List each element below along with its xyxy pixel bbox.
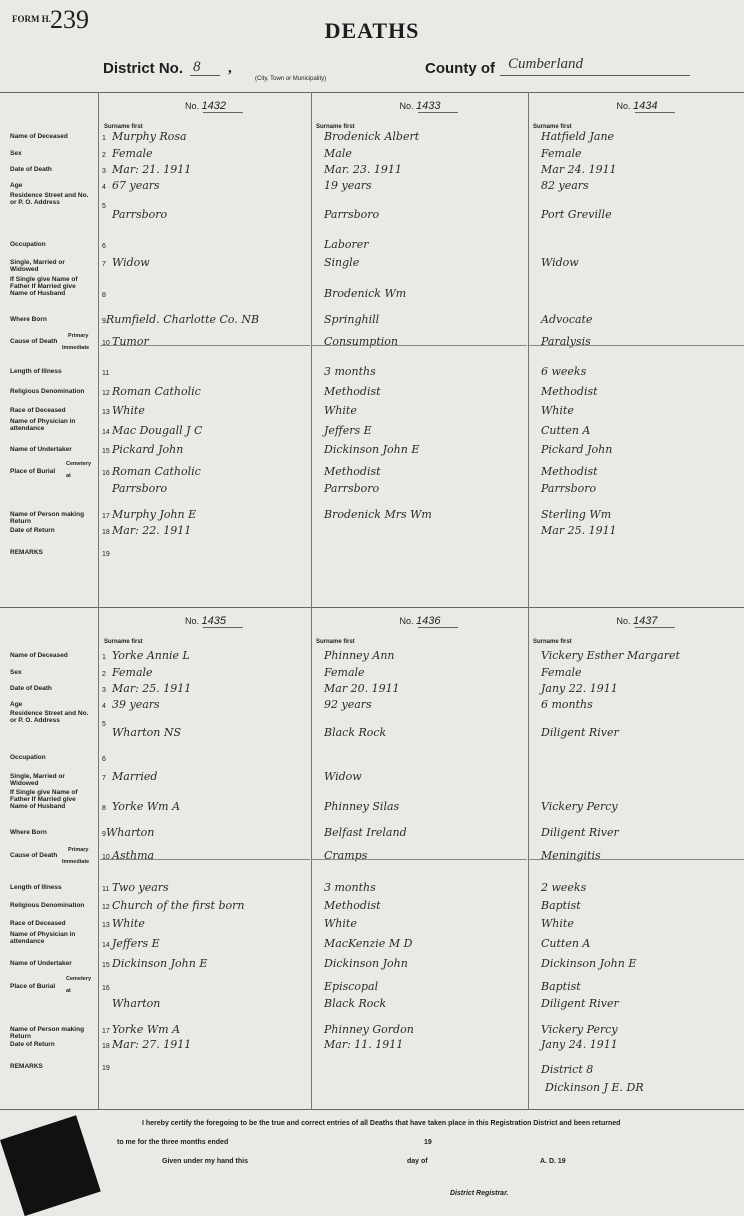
field-name: Hatfield Jane — [541, 130, 615, 143]
field-residence: Parrsboro — [112, 208, 168, 221]
entry-number-underline — [418, 627, 458, 628]
field-burial-cemetery: Baptist — [541, 980, 581, 993]
field-name: Yorke Annie L — [112, 649, 190, 662]
field-occupation: Laborer — [324, 238, 369, 251]
cause-of-death-rule — [529, 345, 744, 346]
field-undertaker: Pickard John — [541, 443, 613, 456]
row-number: 11 — [102, 886, 110, 893]
row-label: Cause of Death — [10, 338, 58, 345]
field-burial-cemetery: Episcopal — [324, 980, 379, 993]
field-burial-at: Parrsboro — [324, 482, 380, 495]
row-number: 10 — [102, 854, 110, 861]
form-number: FORM H. — [12, 14, 51, 24]
field-cause-primary: Tumor — [112, 335, 149, 348]
row-label-primary: Primary — [68, 847, 89, 853]
row-label: Residence Street and No. or P. O. Address — [10, 192, 89, 206]
entry-number-bottom: No. 1435 — [185, 615, 226, 627]
cause-of-death-rule — [100, 859, 310, 860]
field-sex: Female — [541, 666, 582, 679]
field-race: White — [324, 404, 357, 417]
section-top-rule — [0, 92, 744, 93]
field-where-born: Rumfield. Charlotte Co. NB — [106, 313, 260, 326]
field-sex: Female — [112, 666, 153, 679]
field-race: White — [112, 404, 145, 417]
entry-number-underline — [203, 627, 243, 628]
field-marital: Widow — [112, 256, 150, 269]
surname-first-header: Surname first — [316, 639, 355, 645]
field-return-by: Sterling Wm — [541, 508, 612, 521]
row-number: 18 — [102, 529, 110, 536]
entry-number-underline — [635, 112, 675, 113]
field-return-by: Yorke Wm A — [112, 1023, 181, 1036]
field-race: White — [112, 917, 145, 930]
certificate-line-3c: A. D. 19 — [540, 1158, 566, 1165]
field-undertaker: Dickinson John E — [541, 957, 637, 970]
entry-number-top: No. 1432 — [185, 100, 226, 112]
field-cause-primary: Cramps — [324, 849, 368, 862]
field-return-date: Jany 24. 1911 — [541, 1038, 618, 1051]
field-residence: Diligent River — [541, 726, 619, 739]
row-label: Single, Married or Widowed — [10, 773, 65, 787]
field-where-born: Springhill — [324, 313, 380, 326]
field-return-date: Mar: 11. 1911 — [324, 1038, 404, 1051]
row-label: If Single give Name of Father If Married give Name of Husband — [10, 789, 78, 810]
row-label: Age — [10, 182, 23, 189]
field-physician: Cutten A — [541, 937, 591, 950]
field-name: Murphy Rosa — [112, 130, 187, 143]
row-label: Residence Street and No. or P. O. Address — [10, 710, 89, 724]
field-return-by: Phinney Gordon — [324, 1023, 414, 1036]
entry-number-bottom: No. 1437 — [616, 615, 658, 627]
row-label: Date of Death — [10, 685, 52, 692]
row-label: Single, Married or Widowed — [10, 259, 65, 273]
field-date-of-death: Mar 20. 1911 — [324, 682, 400, 695]
field-father-husband: Yorke Wm A — [112, 800, 181, 813]
page-title: DEATHS — [324, 18, 420, 43]
entry-number-value: 1436 — [416, 615, 441, 627]
certificate-line-2a: to me for the three months ended — [117, 1139, 229, 1146]
row-number: 15 — [102, 962, 110, 969]
row-number: 8 — [102, 292, 106, 299]
row-number: 2 — [102, 152, 106, 159]
surname-first-header: Surname first — [104, 124, 143, 130]
row-number: 17 — [102, 513, 110, 520]
field-where-born: Wharton — [106, 826, 155, 839]
row-number: 12 — [102, 904, 110, 911]
field-burial-at: Diligent River — [541, 997, 619, 1010]
entry-number-value: 1434 — [633, 100, 658, 112]
field-religion: Methodist — [324, 899, 381, 912]
field-undertaker: Dickinson John E — [324, 443, 420, 456]
field-burial-at: Parrsboro — [541, 482, 597, 495]
field-undertaker: Pickard John — [112, 443, 184, 456]
certificate-line-3a: Given under my hand this — [162, 1158, 248, 1165]
row-label: Place of Burial — [10, 983, 56, 990]
page-number: 239 — [50, 5, 89, 34]
field-where-born: Belfast Ireland — [324, 826, 407, 839]
field-burial-at: Parrsboro — [112, 482, 168, 495]
surname-first-header: Surname first — [533, 639, 572, 645]
row-number: 6 — [102, 756, 106, 763]
row-label: Date of Return — [10, 527, 55, 534]
row-number: 11 — [102, 370, 110, 377]
row-number: 9 — [102, 318, 106, 325]
field-undertaker: Dickinson John E — [112, 957, 208, 970]
row-label: Length of Illness — [10, 368, 62, 375]
field-physician: Jeffers E — [112, 937, 160, 950]
certificate-line-2b: 19 — [424, 1139, 432, 1146]
row-label: Religious Denomination — [10, 902, 85, 909]
row-number: 15 — [102, 448, 110, 455]
field-sex: Female — [541, 147, 582, 160]
row-label-primary: Primary — [68, 333, 89, 339]
row-label: If Single give Name of Father If Married give Name of Husband — [10, 276, 78, 297]
row-number: 1 — [102, 654, 106, 661]
row-label: Where Born — [10, 829, 47, 836]
field-cause-primary: Meningitis — [541, 849, 601, 862]
field-age: 67 years — [112, 179, 160, 192]
field-sex: Female — [112, 147, 153, 160]
row-number: 7 — [102, 775, 106, 782]
field-religion: Methodist — [324, 385, 381, 398]
field-physician: Cutten A — [541, 424, 591, 437]
row-number: 9 — [102, 831, 106, 838]
row-number: 16 — [102, 985, 110, 992]
column-divider — [528, 607, 529, 1109]
cause-of-death-rule — [312, 859, 527, 860]
row-label: Length of Illness — [10, 884, 62, 891]
entry-number-underline — [418, 112, 458, 113]
row-number: 8 — [102, 805, 106, 812]
row-label: Race of Deceased — [10, 407, 66, 414]
field-date-of-death: Mar 24. 1911 — [541, 163, 617, 176]
field-father-husband: Vickery Percy — [541, 800, 618, 813]
field-illness: Two years — [112, 881, 169, 894]
field-return-date: Mar: 22. 1911 — [112, 524, 192, 537]
row-label: Race of Deceased — [10, 920, 66, 927]
row-label: REMARKS — [10, 549, 43, 556]
field-age: 92 years — [324, 698, 372, 711]
column-divider — [98, 607, 99, 1109]
row-label: Name of Physician in attendance — [10, 931, 76, 945]
row-label-at: at — [66, 988, 71, 994]
row-label: Date of Death — [10, 166, 52, 173]
row-number: 16 — [102, 470, 110, 477]
row-number: 12 — [102, 390, 110, 397]
field-illness: 3 months — [324, 881, 376, 894]
row-number: 4 — [102, 184, 106, 191]
row-number: 5 — [102, 203, 106, 210]
row-label-at: at — [66, 473, 71, 479]
field-name: Vickery Esther Margaret — [541, 649, 680, 662]
field-return-by: Brodenick Mrs Wm — [324, 508, 432, 521]
row-number: 5 — [102, 721, 106, 728]
district-value: 8 — [193, 59, 201, 75]
row-number: 10 — [102, 340, 110, 347]
field-return-by: Murphy John E — [112, 508, 197, 521]
row-label: Where Born — [10, 316, 47, 323]
row-number: 14 — [102, 942, 110, 949]
field-return-date: Mar: 27. 1911 — [112, 1038, 192, 1051]
entry-number-value: 1432 — [201, 100, 226, 112]
column-divider — [311, 92, 312, 607]
field-illness: 3 months — [324, 365, 376, 378]
county-label: County of — [425, 60, 495, 77]
row-label: Name of Physician in attendance — [10, 418, 76, 432]
field-cause-primary: Paralysis — [541, 335, 591, 348]
district-separator: , — [228, 60, 232, 76]
entry-number-top: No. 1434 — [616, 100, 658, 112]
section-top-rule — [0, 607, 744, 608]
row-label: Name of Person making Return — [10, 511, 85, 525]
row-number: 13 — [102, 922, 110, 929]
field-illness: 6 weeks — [541, 365, 587, 378]
field-age: 6 months — [541, 698, 593, 711]
field-race: White — [324, 917, 357, 930]
field-age: 39 years — [112, 698, 160, 711]
field-where-born: Diligent River — [541, 826, 619, 839]
certificate-line-3b: day of — [407, 1158, 428, 1165]
county-underline — [500, 75, 690, 76]
field-sex: Male — [324, 147, 352, 160]
cause-of-death-rule — [312, 345, 527, 346]
column-divider — [528, 92, 529, 607]
field-father-husband: Phinney Silas — [324, 800, 400, 813]
row-label-cemetery: Cemetery — [66, 976, 92, 982]
field-burial-at: Black Rock — [324, 997, 387, 1010]
field-residence: Port Greville — [541, 208, 612, 221]
row-number: 19 — [102, 551, 110, 558]
row-label: Place of Burial — [10, 468, 56, 475]
row-label: Cause of Death — [10, 852, 58, 859]
row-label: Religious Denomination — [10, 388, 85, 395]
surname-first-header: Surname first — [316, 124, 355, 130]
entry-number-bottom: No. 1436 — [399, 615, 441, 627]
column-divider — [98, 92, 99, 607]
cause-of-death-rule — [529, 859, 744, 860]
row-label: Sex — [10, 150, 22, 157]
field-date-of-death: Mar: 21. 1911 — [112, 163, 192, 176]
row-number: 14 — [102, 429, 110, 436]
register-section-top — [0, 92, 744, 607]
certificate-line-1: I hereby certify the foregoing to be the true and correct entries of all Deaths that have taken place in this Registration District and been returned — [142, 1120, 621, 1127]
field-religion: Roman Catholic — [112, 385, 201, 398]
field-cause-primary: Asthma — [112, 849, 155, 862]
row-label: REMARKS — [10, 1063, 43, 1070]
row-number: 18 — [102, 1043, 110, 1050]
column-divider — [311, 607, 312, 1109]
row-label: Age — [10, 701, 23, 708]
field-residence: Black Rock — [324, 726, 387, 739]
field-cause-primary: Consumption — [324, 335, 398, 348]
field-name: Phinney Ann — [324, 649, 395, 662]
district-underline — [190, 75, 220, 76]
field-marital: Widow — [541, 256, 579, 269]
register-section-bottom — [0, 607, 744, 1109]
district-label: District No. — [103, 60, 184, 77]
row-label: Name of Deceased — [10, 133, 68, 140]
field-physician: Mac Dougall J C — [112, 424, 203, 437]
entry-number-underline — [635, 627, 675, 628]
field-marital: Widow — [324, 770, 362, 783]
field-name: Brodenick Albert — [324, 130, 420, 143]
row-number: 3 — [102, 687, 106, 694]
remark-text: District 8 — [541, 1063, 594, 1076]
field-where-born: Advocate — [541, 313, 593, 326]
row-number: 2 — [102, 671, 106, 678]
row-label: Name of Deceased — [10, 652, 68, 659]
field-return-by: Vickery Percy — [541, 1023, 618, 1036]
entry-number-value: 1437 — [633, 615, 658, 627]
field-physician: MacKenzie M D — [324, 937, 413, 950]
row-label: Name of Person making Return — [10, 1026, 85, 1040]
field-age: 82 years — [541, 179, 589, 192]
county-value: Cumberland — [508, 56, 583, 72]
field-father-husband: Brodenick Wm — [324, 287, 407, 300]
field-race: White — [541, 404, 574, 417]
row-label: Sex — [10, 669, 22, 676]
row-number: 6 — [102, 243, 106, 250]
row-label: Occupation — [10, 754, 46, 761]
field-sex: Female — [324, 666, 365, 679]
row-label: Occupation — [10, 241, 46, 248]
field-burial-cemetery: Methodist — [324, 465, 381, 478]
row-label-immediate: Immediate — [62, 345, 90, 351]
field-residence: Wharton NS — [112, 726, 181, 739]
row-number: 1 — [102, 135, 106, 142]
entry-number-value: 1435 — [201, 615, 226, 627]
page-shadow — [0, 1115, 101, 1216]
field-burial-cemetery: Methodist — [541, 465, 598, 478]
section-bottom-rule — [0, 1109, 744, 1110]
field-residence: Parrsboro — [324, 208, 380, 221]
row-number: 4 — [102, 703, 106, 710]
surname-first-header: Surname first — [104, 639, 143, 645]
district-registrar-label: District Registrar. — [450, 1190, 509, 1197]
field-date-of-death: Mar. 23. 1911 — [324, 163, 402, 176]
field-burial-cemetery: Roman Catholic — [112, 465, 201, 478]
field-date-of-death: Mar: 25. 1911 — [112, 682, 192, 695]
row-label-immediate: Immediate — [62, 859, 90, 865]
field-marital: Married — [112, 770, 158, 783]
field-burial-at: Wharton — [112, 997, 161, 1010]
field-marital: Single — [324, 256, 360, 269]
field-return-date: Mar 25. 1911 — [541, 524, 617, 537]
field-illness: 2 weeks — [541, 881, 587, 894]
row-label: Date of Return — [10, 1041, 55, 1048]
entry-number-underline — [203, 112, 243, 113]
cause-of-death-rule — [100, 345, 310, 346]
field-race: White — [541, 917, 574, 930]
entry-number-value: 1433 — [416, 100, 441, 112]
row-label: Name of Undertaker — [10, 446, 72, 453]
row-number: 7 — [102, 261, 106, 268]
field-religion: Methodist — [541, 385, 598, 398]
row-number: 19 — [102, 1065, 110, 1072]
row-number: 3 — [102, 168, 106, 175]
field-religion: Church of the first born — [112, 899, 245, 912]
remark-text: Dickinson J E. DR — [545, 1081, 644, 1094]
field-date-of-death: Jany 22. 1911 — [541, 682, 618, 695]
municipality-note: (City, Town or Municipality) — [255, 76, 327, 82]
field-undertaker: Dickinson John — [324, 957, 408, 970]
entry-number-top: No. 1433 — [399, 100, 441, 112]
row-label-cemetery: Cemetery — [66, 461, 92, 467]
surname-first-header: Surname first — [533, 124, 572, 130]
field-physician: Jeffers E — [324, 424, 372, 437]
row-label: Name of Undertaker — [10, 960, 72, 967]
row-number: 17 — [102, 1028, 110, 1035]
field-religion: Baptist — [541, 899, 581, 912]
field-age: 19 years — [324, 179, 372, 192]
row-number: 13 — [102, 409, 110, 416]
